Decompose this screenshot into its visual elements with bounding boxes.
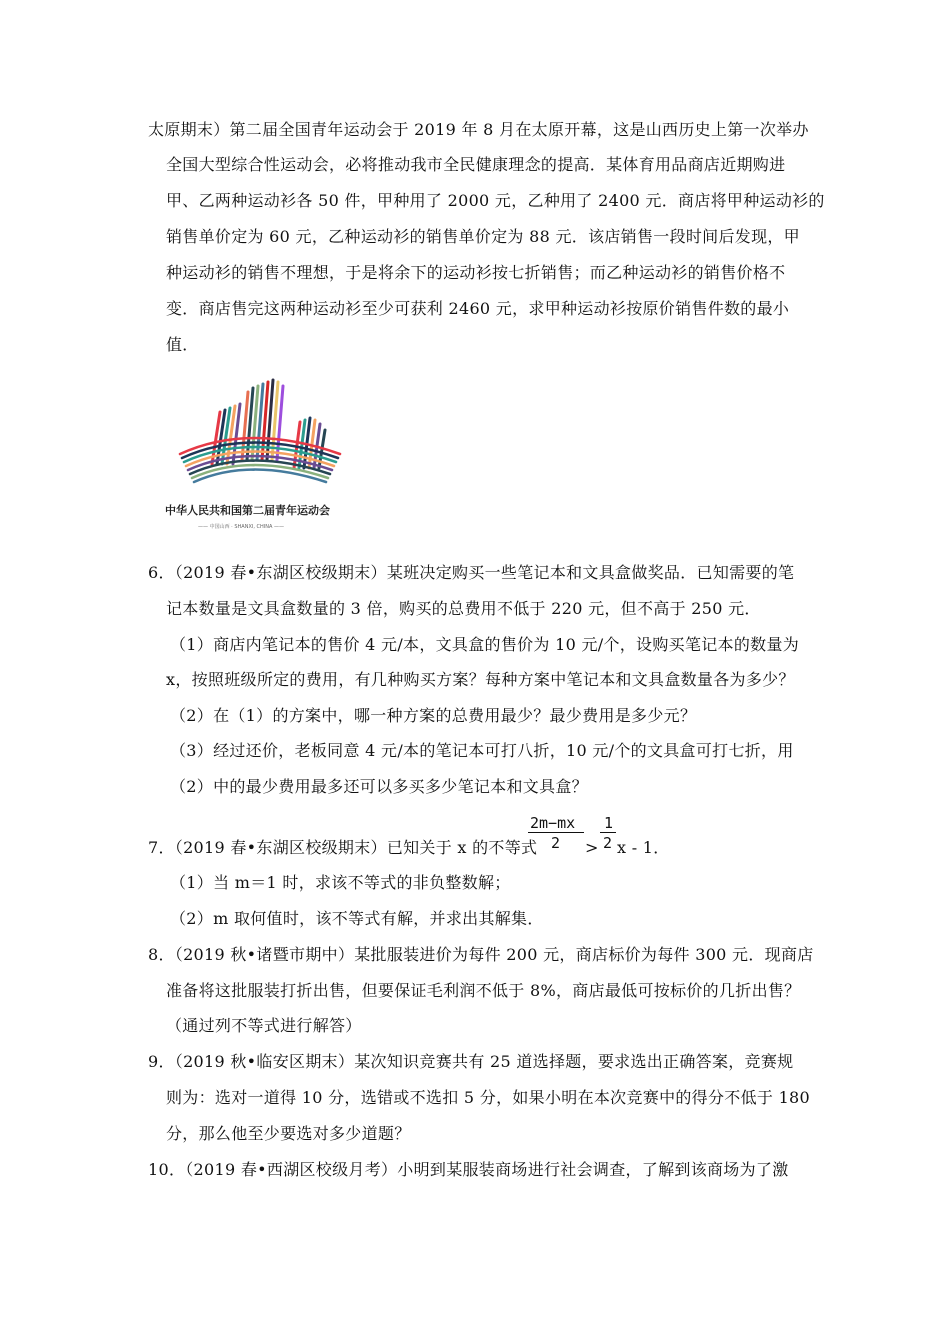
- youth-games-emblem-icon: [160, 372, 370, 532]
- p6-line-7: （2）中的最少费用最多还可以多买多少笔记本和文具盒？: [170, 777, 588, 796]
- p7-prefix: 7．（2019 春•东湖区校级期末）已知关于 x 的不等式: [148, 838, 538, 857]
- p5-line-6: 变．商店售完这两种运动衫至少可获利 2460 元，求甲种运动衫按原价销售件数的最小: [166, 299, 790, 318]
- p9-line-3: 分，那么他至少要选对多少道题？: [166, 1124, 411, 1143]
- p7-frac1-denominator: 2: [551, 834, 561, 852]
- p6-line-2: 记本数量是文具盒数量的 3 倍，购买的总费用不低于 220 元，但不高于 250 元．: [166, 599, 761, 618]
- p5-line-3: 甲、乙两种运动衫各 50 件，甲种用了 2000 元，乙种用了 2400 元．商店将甲种运动衫的: [166, 191, 825, 210]
- p8-line-2: 准备将这批服装打折出售，但要保证毛利润不低于 8%，商店最低可按标价的几折出售？: [166, 981, 801, 1000]
- p7-line-1: （1）当 m＝1 时，求该不等式的非负整数解；: [170, 873, 511, 892]
- p6-line-3: （1）商店内笔记本的售价 4 元/本，文具盒的售价为 10 元/个，设购买笔记本的数量为: [170, 635, 800, 654]
- p8-line-3: （通过列不等式进行解答）: [166, 1016, 362, 1035]
- p7-frac1-bar: [528, 832, 584, 833]
- p6-line-1: 6．（2019 春•东湖区校级期末）某班决定购买一些笔记本和文具盒做奖品．已知需要的笔: [148, 563, 795, 582]
- p8-line-1: 8．（2019 秋•诸暨市期中）某批服装进价为每件 200 元，商店标价为每件 300 元．现商店: [148, 945, 814, 964]
- p9-line-2: 则为：选对一道得 10 分，选错或不选扣 5 分，如果小明在本次竞赛中的得分不低于 180: [166, 1088, 811, 1107]
- p5-line-5: 种运动衫的销售不理想，于是将余下的运动衫按七折销售；而乙种运动衫的销售价格不: [166, 263, 786, 282]
- p5-line-2: 全国大型综合性运动会，必将推动我市全民健康理念的提高．某体育用品商店近期购进: [166, 155, 786, 174]
- p5-line-7: 值．: [166, 335, 199, 354]
- p6-line-5: （2）在（1）的方案中，哪一种方案的总费用最少？最少费用是多少元？: [170, 706, 697, 725]
- p7-frac2-numerator: 1: [604, 814, 614, 832]
- p5-line-4: 销售单价定为 60 元，乙种运动衫的销售单价定为 88 元．该店销售一段时间后发现，甲: [166, 227, 800, 246]
- p6-line-4: x，按照班级所定的费用，有几种购买方案？每种方案中笔记本和文具盒数量各为多少？: [166, 670, 795, 689]
- p7-line-2: （2）m 取何值时，该不等式有解，并求出其解集．: [170, 909, 544, 928]
- p7-gt-sign: >: [585, 838, 599, 857]
- logo-subcaption: —— 中国山西 · SHANXI, CHINA ——: [198, 524, 285, 530]
- p7-frac1-numerator: 2m−mx: [530, 814, 576, 832]
- p5-line-1: 太原期末）第二届全国青年运动会于 2019 年 8 月在太原开幕，这是山西历史上第一次举办: [148, 120, 809, 139]
- p6-line-6: （3）经过还价，老板同意 4 元/本的笔记本可打八折，10 元/个的文具盒可打七折，用: [170, 741, 794, 760]
- p9-line-1: 9．（2019 秋•临安区期末）某次知识竞赛共有 25 道选择题，要求选出正确答案，竞赛规: [148, 1052, 794, 1071]
- p7-frac2-denominator: 2: [603, 834, 613, 852]
- p7-suffix: x - 1．: [617, 838, 670, 857]
- youth-games-logo: [160, 372, 370, 532]
- p10-line-1: 10．（2019 春•西湖区校级月考）小明到某服装商场进行社会调查，了解到该商场为了激: [148, 1160, 789, 1179]
- logo-caption: 中华人民共和国第二届青年运动会: [165, 504, 330, 517]
- p7-frac2-bar: [600, 832, 616, 833]
